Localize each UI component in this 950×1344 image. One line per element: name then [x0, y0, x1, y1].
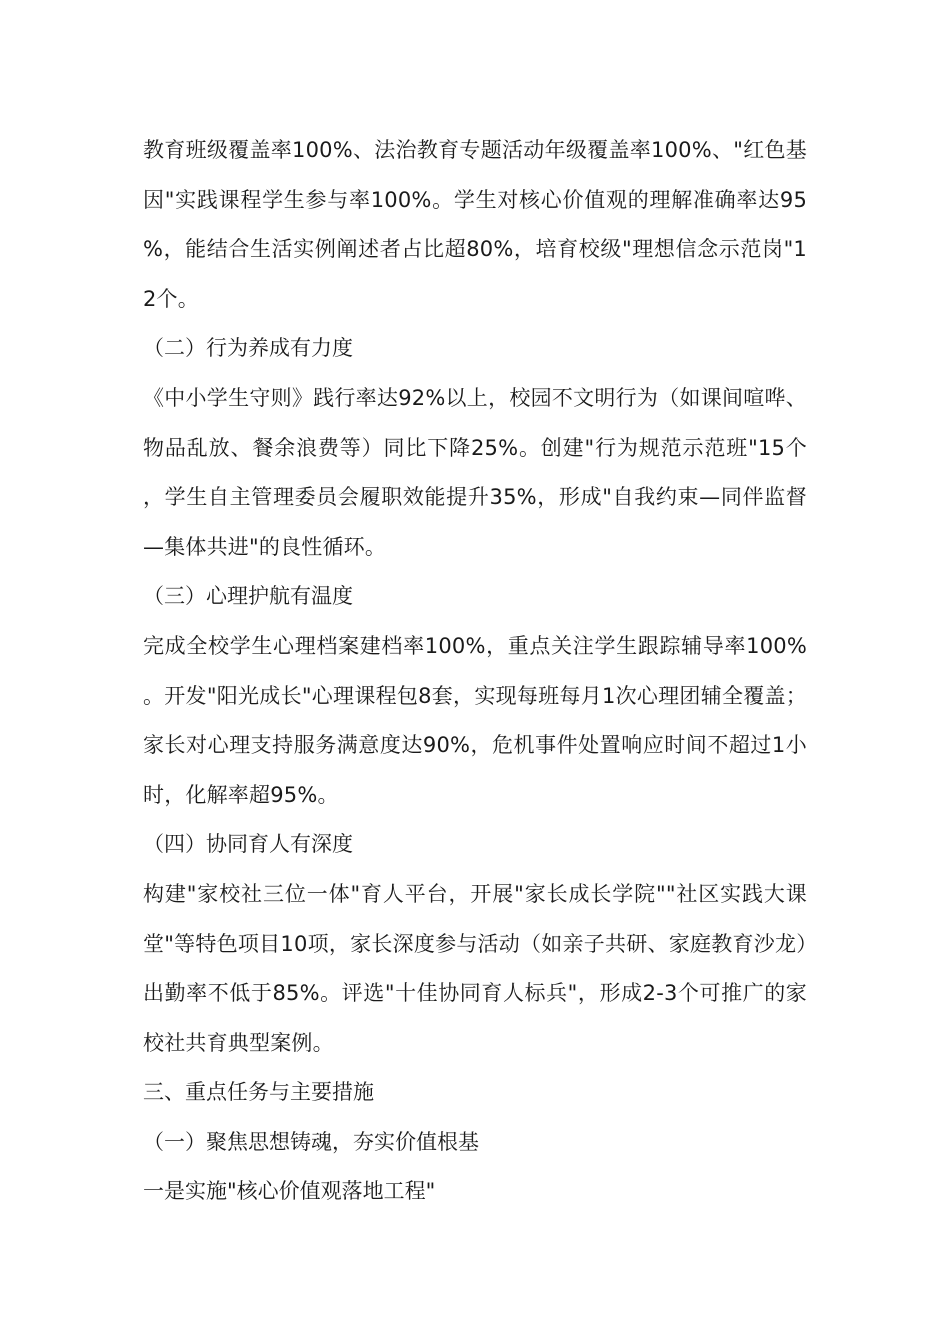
heading-behavior-habits: （二）行为养成有力度: [143, 336, 353, 361]
paragraph-behavior-habits: 《中小学生守则》践行率达92%以上，校园不文明行为（如课间喧哗、物品乱放、餐余浪费等）同比下降25%。创建"行为规范示范班"15个，学生自主管理委员会履职效能提升35%，形成"自我约束—同伴监督—集体共进"的良性循环。: [143, 385, 807, 559]
heading-collaborative-education: （四）协同育人有深度: [143, 832, 353, 857]
paragraph-collaborative-education: 构建"家校社三位一体"育人平台，开展"家长成长学院""社区实践大课堂"等特色项目10项，家长深度参与活动（如亲子共研、家庭教育沙龙）出勤率不低于85%。评选"十佳协同育人标兵"，形成2-3个可推广的家校社共育典型案例。: [143, 881, 807, 1055]
document-body: [143, 126, 807, 1217]
heading-key-tasks: 三、重点任务与主要措施: [143, 1080, 374, 1105]
paragraph-mental-health: 完成全校学生心理档案建档率100%，重点关注学生跟踪辅导率100%。开发"阳光成长"心理课程包8套，实现每班每月1次心理团辅全覆盖；家长对心理支持服务满意度达90%，危机事件处置响应时间不超过1小时，化解率超95%。: [143, 633, 807, 807]
heading-core-values-project: 一是实施"核心价值观落地工程": [143, 1179, 436, 1204]
heading-mental-health: （三）心理护航有温度: [143, 584, 353, 609]
heading-ideological-foundation: （一）聚焦思想铸魂，夯实价值根基: [143, 1129, 479, 1154]
paragraph-core-values-results: 教育班级覆盖率100%、法治教育专题活动年级覆盖率100%、"红色基因"实践课程学生参与率100%。学生对核心价值观的理解准确率达95%，能结合生活实例阐述者占比超80%，培育校级"理想信念示范岗"12个。: [143, 138, 807, 311]
